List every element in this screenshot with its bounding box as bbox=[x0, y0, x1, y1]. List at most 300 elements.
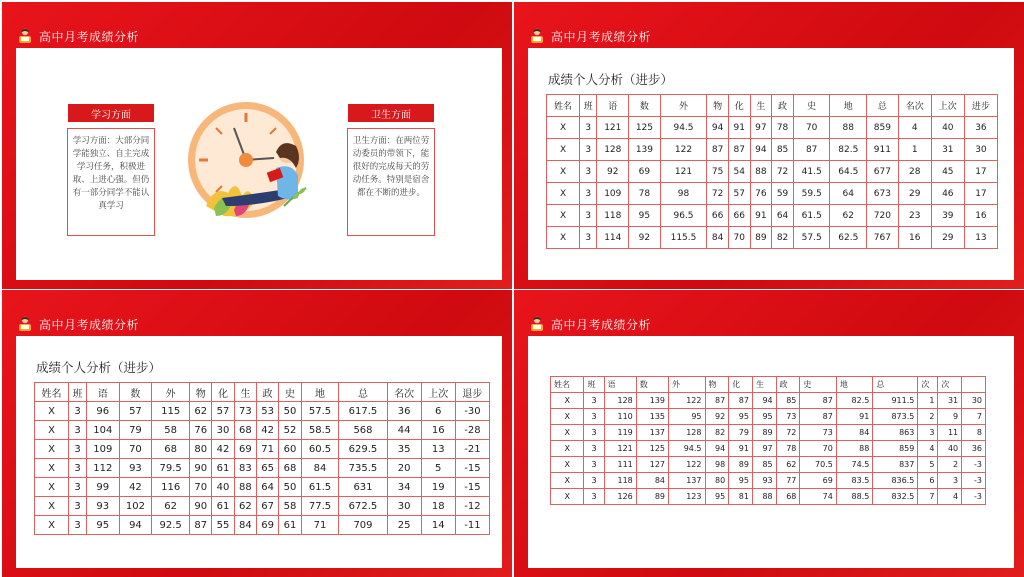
table-cell: 78 bbox=[772, 117, 794, 139]
table-cell: 121 bbox=[660, 161, 707, 183]
slide-1[interactable] bbox=[2, 2, 512, 289]
table-row bbox=[551, 473, 986, 489]
table-cell: 61.5 bbox=[793, 205, 830, 227]
table-cell: 34 bbox=[387, 478, 421, 497]
table-cell: 109 bbox=[597, 183, 629, 205]
table-cell: 87 bbox=[800, 409, 836, 425]
table-cell: 62 bbox=[190, 402, 212, 421]
column-header: 数 bbox=[636, 377, 668, 393]
table-cell: 72 bbox=[707, 183, 729, 205]
table-cell: 87 bbox=[707, 139, 729, 161]
table-header-row bbox=[551, 377, 986, 393]
table-cell: 68 bbox=[152, 440, 190, 459]
column-header: 语 bbox=[597, 95, 629, 117]
table-cell: 54 bbox=[728, 161, 750, 183]
table-cell: 73 bbox=[776, 409, 800, 425]
table-cell: 40 bbox=[212, 478, 234, 497]
ranking-table bbox=[550, 376, 986, 505]
table-cell: 84 bbox=[836, 425, 872, 441]
slide-title: 高中月考成绩分析 bbox=[39, 317, 140, 332]
table-cell: 5 bbox=[421, 459, 455, 478]
column-header: 生 bbox=[234, 383, 256, 402]
column-header: 外 bbox=[152, 383, 190, 402]
table-cell: 631 bbox=[339, 478, 387, 497]
column-header: 名次 bbox=[387, 383, 421, 402]
table-cell: 6 bbox=[918, 473, 938, 489]
table-cell: 3 bbox=[69, 516, 87, 535]
table-cell: 74 bbox=[800, 489, 836, 505]
table-cell: 61 bbox=[279, 516, 301, 535]
table-cell: -15 bbox=[455, 459, 489, 478]
table-cell: 3 bbox=[584, 489, 604, 505]
table-cell: 17 bbox=[964, 161, 997, 183]
table-cell: 57.5 bbox=[793, 227, 830, 249]
table-cell: 137 bbox=[669, 473, 705, 489]
table-cell: 3 bbox=[580, 139, 597, 161]
table-cell: -3 bbox=[962, 489, 986, 505]
column-header: 退步 bbox=[455, 383, 489, 402]
table-cell: 911 bbox=[867, 139, 899, 161]
table-cell: 94 bbox=[752, 393, 776, 409]
table-header-row bbox=[35, 383, 490, 402]
column-header: 政 bbox=[256, 383, 278, 402]
table-cell: 673 bbox=[867, 183, 899, 205]
table-cell: X bbox=[35, 459, 69, 478]
table-cell: X bbox=[547, 227, 580, 249]
table-cell: 121 bbox=[604, 441, 636, 457]
table-cell: 80 bbox=[190, 440, 212, 459]
table-cell: 59 bbox=[772, 183, 794, 205]
table-cell: 61 bbox=[212, 459, 234, 478]
table-cell: 96.5 bbox=[660, 205, 707, 227]
table-cell: 96 bbox=[86, 402, 119, 421]
table-cell: 53 bbox=[256, 402, 278, 421]
table-cell: 79 bbox=[729, 425, 753, 441]
table-cell: 87 bbox=[190, 516, 212, 535]
column-header: 地 bbox=[301, 383, 339, 402]
table-cell: 3 bbox=[69, 440, 87, 459]
table-cell: 82.5 bbox=[830, 139, 867, 161]
column-header: 班 bbox=[580, 95, 597, 117]
table-cell: 115.5 bbox=[660, 227, 707, 249]
table-cell: 94 bbox=[750, 139, 772, 161]
column-header: 次 bbox=[918, 377, 938, 393]
column-header: 史 bbox=[800, 377, 836, 393]
table-cell: 95 bbox=[729, 473, 753, 489]
table-cell: 8 bbox=[962, 425, 986, 441]
table-cell: 3 bbox=[580, 205, 597, 227]
table-cell: 18 bbox=[421, 497, 455, 516]
table-cell: 57.5 bbox=[301, 402, 339, 421]
table-cell: 59.5 bbox=[793, 183, 830, 205]
column-header: 次 bbox=[938, 377, 962, 393]
table-cell: 139 bbox=[629, 139, 661, 161]
column-header: 总 bbox=[873, 377, 918, 393]
table-cell: 3 bbox=[938, 473, 962, 489]
table-cell: X bbox=[35, 421, 69, 440]
study-heading: 学习方面 bbox=[68, 104, 154, 122]
table-cell: 16 bbox=[421, 421, 455, 440]
table-cell: 11 bbox=[938, 425, 962, 441]
table-cell: 95 bbox=[669, 409, 705, 425]
table-cell: 5 bbox=[918, 457, 938, 473]
table-cell: 128 bbox=[669, 425, 705, 441]
table-cell: 119 bbox=[604, 425, 636, 441]
table-cell: 91 bbox=[729, 441, 753, 457]
table-cell: X bbox=[547, 139, 580, 161]
table-cell: 66 bbox=[707, 205, 729, 227]
table-cell: 68 bbox=[234, 421, 256, 440]
table-cell: 92 bbox=[597, 161, 629, 183]
table-cell: 57 bbox=[728, 183, 750, 205]
table-cell: 36 bbox=[387, 402, 421, 421]
table-cell: 709 bbox=[339, 516, 387, 535]
table-cell: 70 bbox=[119, 440, 152, 459]
table-cell: 71 bbox=[256, 440, 278, 459]
table-cell: 135 bbox=[636, 409, 668, 425]
table-row bbox=[551, 393, 986, 409]
table-row bbox=[35, 440, 490, 459]
table-cell: 97 bbox=[750, 117, 772, 139]
table-cell: X bbox=[35, 440, 69, 459]
table-cell: 82 bbox=[705, 425, 729, 441]
table-cell: 3 bbox=[584, 473, 604, 489]
table-cell: 88 bbox=[830, 117, 867, 139]
slide-2[interactable] bbox=[514, 2, 1024, 289]
table-cell: 30 bbox=[962, 393, 986, 409]
table-cell: 57 bbox=[119, 402, 152, 421]
table-cell: 3 bbox=[580, 117, 597, 139]
table-cell: 61.5 bbox=[301, 478, 339, 497]
table-cell: 61 bbox=[212, 497, 234, 516]
table-cell: 79 bbox=[119, 421, 152, 440]
table-cell: 99 bbox=[86, 478, 119, 497]
table-cell: 64 bbox=[772, 205, 794, 227]
table-cell: 31 bbox=[931, 139, 964, 161]
table-cell: 122 bbox=[669, 457, 705, 473]
student-icon bbox=[528, 315, 546, 333]
table-row bbox=[547, 161, 998, 183]
table-cell: 6 bbox=[421, 402, 455, 421]
column-header: 班 bbox=[584, 377, 604, 393]
table-cell: 118 bbox=[604, 473, 636, 489]
table-cell: 45 bbox=[931, 161, 964, 183]
table-cell: 126 bbox=[604, 489, 636, 505]
slide-header bbox=[16, 26, 139, 46]
student-icon bbox=[16, 315, 34, 333]
table-cell: 2 bbox=[938, 457, 962, 473]
table-cell: 87 bbox=[728, 139, 750, 161]
table-cell: 115 bbox=[152, 402, 190, 421]
table-cell: 127 bbox=[636, 457, 668, 473]
table-cell: 84 bbox=[301, 459, 339, 478]
clock-reading-illustration bbox=[184, 98, 314, 228]
table-cell: 1 bbox=[918, 393, 938, 409]
table-cell: 23 bbox=[898, 205, 931, 227]
column-header: 外 bbox=[669, 377, 705, 393]
table-cell: 767 bbox=[867, 227, 899, 249]
table-cell: 44 bbox=[387, 421, 421, 440]
table-cell: 70.5 bbox=[800, 457, 836, 473]
table-cell: 122 bbox=[669, 393, 705, 409]
slide-header bbox=[16, 314, 139, 334]
table-row bbox=[35, 516, 490, 535]
table-cell: 82.5 bbox=[836, 393, 872, 409]
table-cell: 46 bbox=[931, 183, 964, 205]
table-cell: 55 bbox=[212, 516, 234, 535]
table-cell: -15 bbox=[455, 478, 489, 497]
table-cell: 95 bbox=[705, 489, 729, 505]
table-cell: 70 bbox=[728, 227, 750, 249]
table-cell: 42 bbox=[256, 421, 278, 440]
table-cell: 62 bbox=[830, 205, 867, 227]
table-cell: 735.5 bbox=[339, 459, 387, 478]
column-header bbox=[962, 377, 986, 393]
table-cell: 14 bbox=[421, 516, 455, 535]
table-cell: 58.5 bbox=[301, 421, 339, 440]
table-cell: 92 bbox=[629, 227, 661, 249]
table-cell: X bbox=[551, 473, 584, 489]
column-header: 姓名 bbox=[35, 383, 69, 402]
table-cell: 66 bbox=[728, 205, 750, 227]
table-cell: 837 bbox=[873, 457, 918, 473]
table-cell: 39 bbox=[931, 205, 964, 227]
slide-header bbox=[528, 314, 651, 334]
table-cell: 73 bbox=[800, 425, 836, 441]
table-cell: -12 bbox=[455, 497, 489, 516]
table-cell: X bbox=[35, 402, 69, 421]
table-cell: 859 bbox=[873, 441, 918, 457]
table-cell: 90 bbox=[190, 459, 212, 478]
table-cell: 3 bbox=[584, 457, 604, 473]
table-cell: 3 bbox=[584, 441, 604, 457]
hygiene-heading: 卫生方面 bbox=[348, 104, 434, 122]
table-cell: 4 bbox=[898, 117, 931, 139]
table-cell: 91 bbox=[750, 205, 772, 227]
table-cell: 139 bbox=[636, 393, 668, 409]
table-cell: 836.5 bbox=[873, 473, 918, 489]
table-row bbox=[35, 402, 490, 421]
table-cell: 40 bbox=[931, 117, 964, 139]
table-cell: 58 bbox=[152, 421, 190, 440]
table-cell: 672.5 bbox=[339, 497, 387, 516]
table-cell: 9 bbox=[938, 409, 962, 425]
table-cell: X bbox=[35, 478, 69, 497]
column-header: 总 bbox=[867, 95, 899, 117]
table-cell: 118 bbox=[597, 205, 629, 227]
column-header: 姓名 bbox=[547, 95, 580, 117]
content-panel bbox=[528, 336, 1014, 568]
table-cell: 87 bbox=[729, 393, 753, 409]
column-header: 外 bbox=[660, 95, 707, 117]
table-cell: 88.5 bbox=[836, 489, 872, 505]
table-cell: 57 bbox=[212, 402, 234, 421]
table-cell: 98 bbox=[705, 457, 729, 473]
table-cell: 68 bbox=[279, 459, 301, 478]
table-cell: 94.5 bbox=[660, 117, 707, 139]
table-cell: 4 bbox=[918, 441, 938, 457]
table-cell: 30 bbox=[964, 139, 997, 161]
column-header: 化 bbox=[728, 95, 750, 117]
table-cell: 36 bbox=[962, 441, 986, 457]
table-row bbox=[35, 459, 490, 478]
table-cell: 84 bbox=[636, 473, 668, 489]
table-cell: -21 bbox=[455, 440, 489, 459]
table-cell: 3 bbox=[584, 409, 604, 425]
table-cell: 832.5 bbox=[873, 489, 918, 505]
table-cell: 75 bbox=[707, 161, 729, 183]
table-cell: 88 bbox=[750, 161, 772, 183]
table-cell: 60.5 bbox=[301, 440, 339, 459]
table-cell: 85 bbox=[752, 457, 776, 473]
table-cell: 65 bbox=[256, 459, 278, 478]
column-header: 物 bbox=[705, 377, 729, 393]
table-cell: 62 bbox=[152, 497, 190, 516]
section-heading: 成绩个人分析（进步） bbox=[36, 360, 162, 375]
table-cell: 29 bbox=[898, 183, 931, 205]
column-header: 政 bbox=[776, 377, 800, 393]
slide-header bbox=[528, 26, 651, 46]
table-row bbox=[551, 457, 986, 473]
section-heading: 成绩个人分析（进步） bbox=[548, 72, 674, 87]
table-cell: 72 bbox=[776, 425, 800, 441]
column-header: 上次 bbox=[931, 95, 964, 117]
table-cell: 87 bbox=[800, 393, 836, 409]
table-cell: 62 bbox=[776, 457, 800, 473]
table-cell: 109 bbox=[86, 440, 119, 459]
table-cell: X bbox=[551, 393, 584, 409]
content-panel bbox=[528, 48, 1014, 280]
table-cell: 80 bbox=[705, 473, 729, 489]
table-cell: 3 bbox=[69, 497, 87, 516]
table-cell: 629.5 bbox=[339, 440, 387, 459]
table-cell: 60 bbox=[279, 440, 301, 459]
table-cell: 69 bbox=[234, 440, 256, 459]
table-cell: 7 bbox=[918, 489, 938, 505]
table-cell: 50 bbox=[279, 478, 301, 497]
table-cell: 30 bbox=[212, 421, 234, 440]
table-cell: -11 bbox=[455, 516, 489, 535]
slide-3[interactable] bbox=[2, 290, 512, 577]
table-cell: 104 bbox=[86, 421, 119, 440]
table-cell: 112 bbox=[86, 459, 119, 478]
table-cell: X bbox=[35, 497, 69, 516]
table-cell: 568 bbox=[339, 421, 387, 440]
table-cell: 81 bbox=[729, 489, 753, 505]
table-row bbox=[547, 117, 998, 139]
column-header: 地 bbox=[830, 95, 867, 117]
table-cell: 95 bbox=[86, 516, 119, 535]
table-cell: -3 bbox=[962, 473, 986, 489]
table-cell: 70 bbox=[190, 478, 212, 497]
table-cell: 76 bbox=[750, 183, 772, 205]
table-cell: X bbox=[35, 516, 69, 535]
column-header: 语 bbox=[604, 377, 636, 393]
table-row bbox=[35, 421, 490, 440]
column-header: 化 bbox=[212, 383, 234, 402]
table-cell: 3 bbox=[69, 402, 87, 421]
table-cell: 78 bbox=[776, 441, 800, 457]
column-header: 化 bbox=[729, 377, 753, 393]
table-cell: 76 bbox=[190, 421, 212, 440]
table-cell: 720 bbox=[867, 205, 899, 227]
table-cell: 95 bbox=[729, 409, 753, 425]
table-cell: 110 bbox=[604, 409, 636, 425]
slide-4[interactable] bbox=[514, 290, 1024, 577]
table-cell: 94.5 bbox=[669, 441, 705, 457]
table-cell: 3 bbox=[69, 478, 87, 497]
table-cell: 3 bbox=[580, 161, 597, 183]
table-cell: 69 bbox=[256, 516, 278, 535]
table-cell: 83 bbox=[234, 459, 256, 478]
table-cell: X bbox=[547, 161, 580, 183]
table-cell: 3 bbox=[69, 421, 87, 440]
column-header: 班 bbox=[69, 383, 87, 402]
table-cell: 83.5 bbox=[836, 473, 872, 489]
table-cell: 50 bbox=[279, 402, 301, 421]
table-cell: 71 bbox=[301, 516, 339, 535]
table-cell: 17 bbox=[964, 183, 997, 205]
table-cell: 97 bbox=[752, 441, 776, 457]
column-header: 地 bbox=[836, 377, 872, 393]
table-cell: 116 bbox=[152, 478, 190, 497]
table-cell: 617.5 bbox=[339, 402, 387, 421]
table-cell: 16 bbox=[964, 205, 997, 227]
column-header: 物 bbox=[707, 95, 729, 117]
table-cell: 89 bbox=[750, 227, 772, 249]
slide-title: 高中月考成绩分析 bbox=[39, 29, 140, 44]
table-row bbox=[547, 227, 998, 249]
table-cell: 87 bbox=[705, 393, 729, 409]
table-cell: 3 bbox=[580, 183, 597, 205]
table-cell: 64.5 bbox=[830, 161, 867, 183]
table-cell: 3 bbox=[584, 393, 604, 409]
table-cell: 42 bbox=[119, 478, 152, 497]
column-header: 上次 bbox=[421, 383, 455, 402]
column-header: 名次 bbox=[898, 95, 931, 117]
column-header: 史 bbox=[279, 383, 301, 402]
table-cell: -28 bbox=[455, 421, 489, 440]
column-header: 进步 bbox=[964, 95, 997, 117]
table-cell: 64 bbox=[830, 183, 867, 205]
table-cell: 29 bbox=[931, 227, 964, 249]
study-text: 学习方面：大部分同学能独立、自主完成学习任务，积极进取、上进心强。但仍有一部分同学不能认真学习 bbox=[67, 128, 155, 236]
table-cell: 88 bbox=[752, 489, 776, 505]
table-cell: 98 bbox=[660, 183, 707, 205]
table-cell: 89 bbox=[729, 457, 753, 473]
table-cell: 87 bbox=[793, 139, 830, 161]
table-row bbox=[35, 497, 490, 516]
table-cell: 102 bbox=[119, 497, 152, 516]
table-cell: 62.5 bbox=[830, 227, 867, 249]
table-row bbox=[547, 139, 998, 161]
table-cell: X bbox=[547, 183, 580, 205]
table-cell: 19 bbox=[421, 478, 455, 497]
table-cell: 114 bbox=[597, 227, 629, 249]
table-cell: 125 bbox=[629, 117, 661, 139]
table-cell: 125 bbox=[636, 441, 668, 457]
table-cell: 873.5 bbox=[873, 409, 918, 425]
table-cell: 3 bbox=[580, 227, 597, 249]
table-cell: X bbox=[551, 441, 584, 457]
table-cell: 70 bbox=[793, 117, 830, 139]
table-cell: 35 bbox=[387, 440, 421, 459]
student-icon bbox=[16, 27, 34, 45]
table-cell: 78 bbox=[629, 183, 661, 205]
table-cell: 41.5 bbox=[793, 161, 830, 183]
table-row bbox=[551, 425, 986, 441]
table-cell: 91 bbox=[728, 117, 750, 139]
